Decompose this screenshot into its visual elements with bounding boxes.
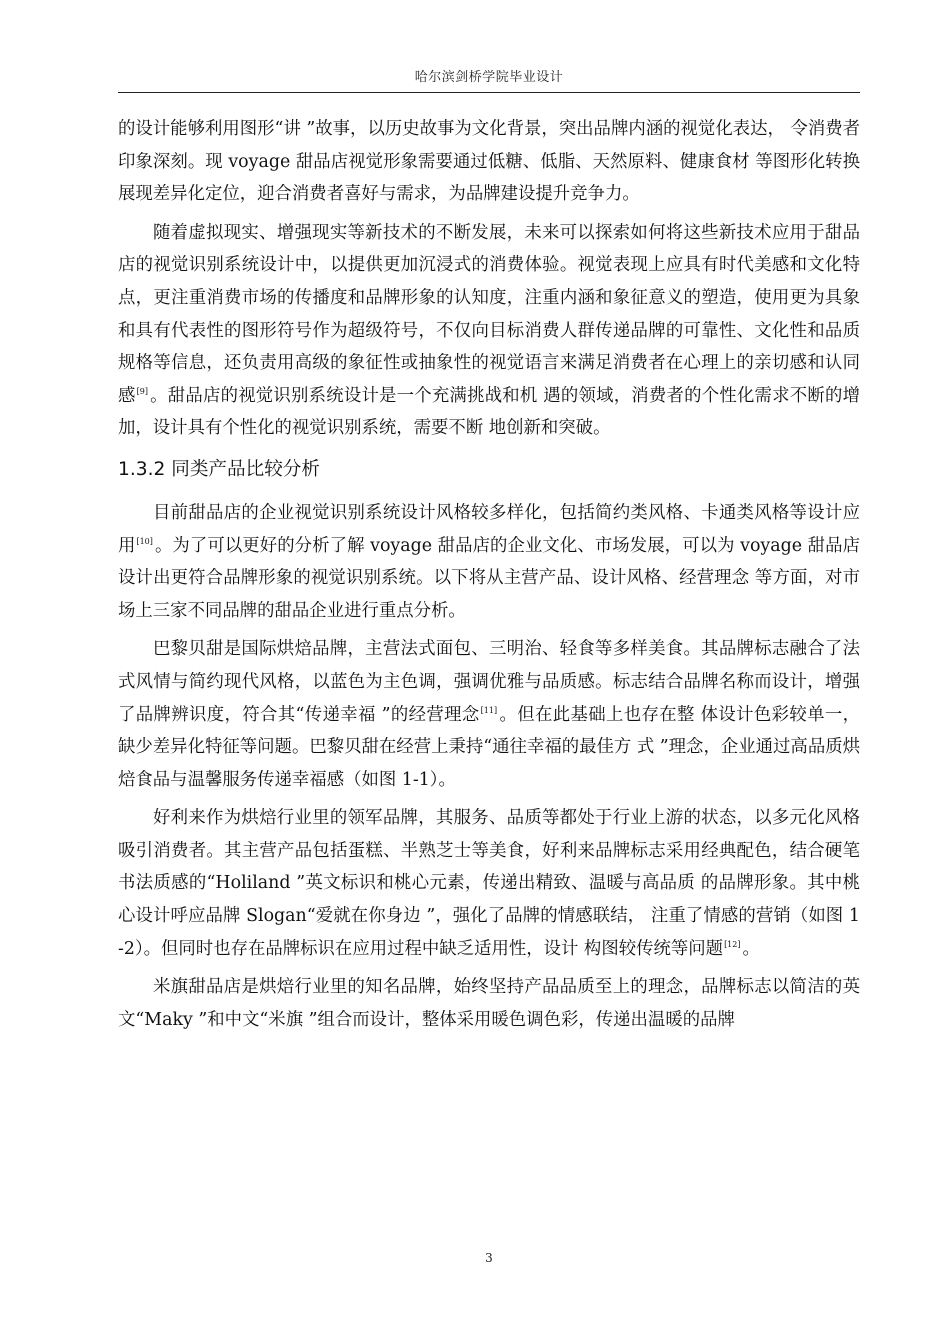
paragraph-4 xyxy=(118,633,860,796)
citation-11: [11] xyxy=(480,705,498,715)
paragraph-3-text-a: 目前甜品店的企业视觉识别系统设计风格较多样化，包括简约类风格、卡通类风格等设计应用 xyxy=(118,502,860,556)
paragraph-6: 米旗甜品店是烘焙行业里的知名品牌，始终坚持产品品质至上的理念，品牌标志以简洁的英文“Maky ”和中文“米旗 ”组合而设计，整体采用暖色调色彩，传递出温暖的品牌 xyxy=(118,977,860,1030)
paragraph-2-text-b: 。甜品店的视觉识别系统设计是一个充满挑战和机 遇的领域，消费者的个性化需求不断的增加，设计具有个性化的视觉识别系统，需要不断 地创新和突破。 xyxy=(118,385,860,439)
paragraph-3-text-b: 。为了可以更好的分析了解 voyage 甜品店的企业文化、市场发展，可以为 voyage 甜品店设计出更符合品牌形象的视觉识别系统。以下将从主营产品、设计风格、经营理念 等方面，对市场上三家不同品牌的甜品企业进行重点分析。 xyxy=(118,535,860,621)
paragraph-4-text-b: 。但在此基础上也存在整 体设计色彩较单一，缺少差异化特征等问题。巴黎贝甜在经营上秉持“通往幸福的最佳方 式 ”理念，企业通过高品质烘焙食品与温馨服务传递幸福感（如图 1-1）。 xyxy=(118,704,861,790)
paragraph-1: 的设计能够利用图形“讲 ”故事，以历史故事为文化背景，突出品牌内涵的视觉化表达， 令消费者印象深刻。现 voyage 甜品店视觉形象需要通过低糖、低脂、天然原料、健康食材 等图形化转换展现差异化定位，迎合消费者喜好与需求，为品牌建设提升竞争力。 xyxy=(118,119,860,205)
header-rule xyxy=(118,92,860,93)
paragraph-5-text-a: 好利来作为烘焙行业里的领军品牌，其服务、品质等都处于行业上游的状态，以多元化风格吸引消费者。其主营产品包括蛋糕、半熟芝士等美食，好利来品牌标志采用经典配色，结合硬笔书法质感的“Holiland ”英文标识和桃心元素，传递出精致、温暖与高品质 的品牌形象。其中桃心设计呼应品牌 Slogan“爱就在你身边 ”，强化了品牌的情感联结， 注重了情感的营销（如图 1-2）。但同时也存在品牌标识在应用过程中缺乏适用性，设计 构图较传统等问题 xyxy=(118,808,860,959)
paragraph-5 xyxy=(118,802,860,965)
paragraph-2-text-a: 随着虚拟现实、增强现实等新技术的不断发展，未来可以探索如何将这些新技术应用于甜品店的视觉识别系统设计中，以提供更加沉浸式的消费体验。视觉表现上应具有时代美感和文化特点，更注重消费市场的传播度和品牌形象的认知度，注重内涵和象征意义的塑造，使用更为具象和具有代表性的图形符号作为超级符号，不仅向目标消费人群传递品牌的可靠性、文化性和品质规格等信息，还负责用高级的象征性或抽象性的视觉语言来满足消费者在心理上的亲切感和认同感 xyxy=(118,222,860,406)
citation-10: [10] xyxy=(136,536,153,546)
paragraph-4-text-a: 巴黎贝甜是国际烘焙品牌，主营法式面包、三明治、轻食等多样美食。其品牌标志融合了法式风情与简约现代风格，以蓝色为主色调，强调优雅与品质感。标志结合品牌名称而设计，增强了品牌辨识度，符合其“传递幸福 ”的经营理念 xyxy=(118,639,860,725)
section-heading: 1.3.2 同类产品比较分析 xyxy=(118,458,320,480)
paragraph-2 xyxy=(118,217,860,445)
citation-9: [9] xyxy=(136,386,148,396)
page-number: 3 xyxy=(485,1251,493,1265)
page-header: 哈尔滨剑桥学院毕业设计 xyxy=(414,70,564,85)
paragraph-5-text-b: 。 xyxy=(742,938,760,959)
paragraph-3 xyxy=(118,497,860,627)
document-body xyxy=(118,113,860,1036)
citation-12: [12] xyxy=(724,939,741,949)
